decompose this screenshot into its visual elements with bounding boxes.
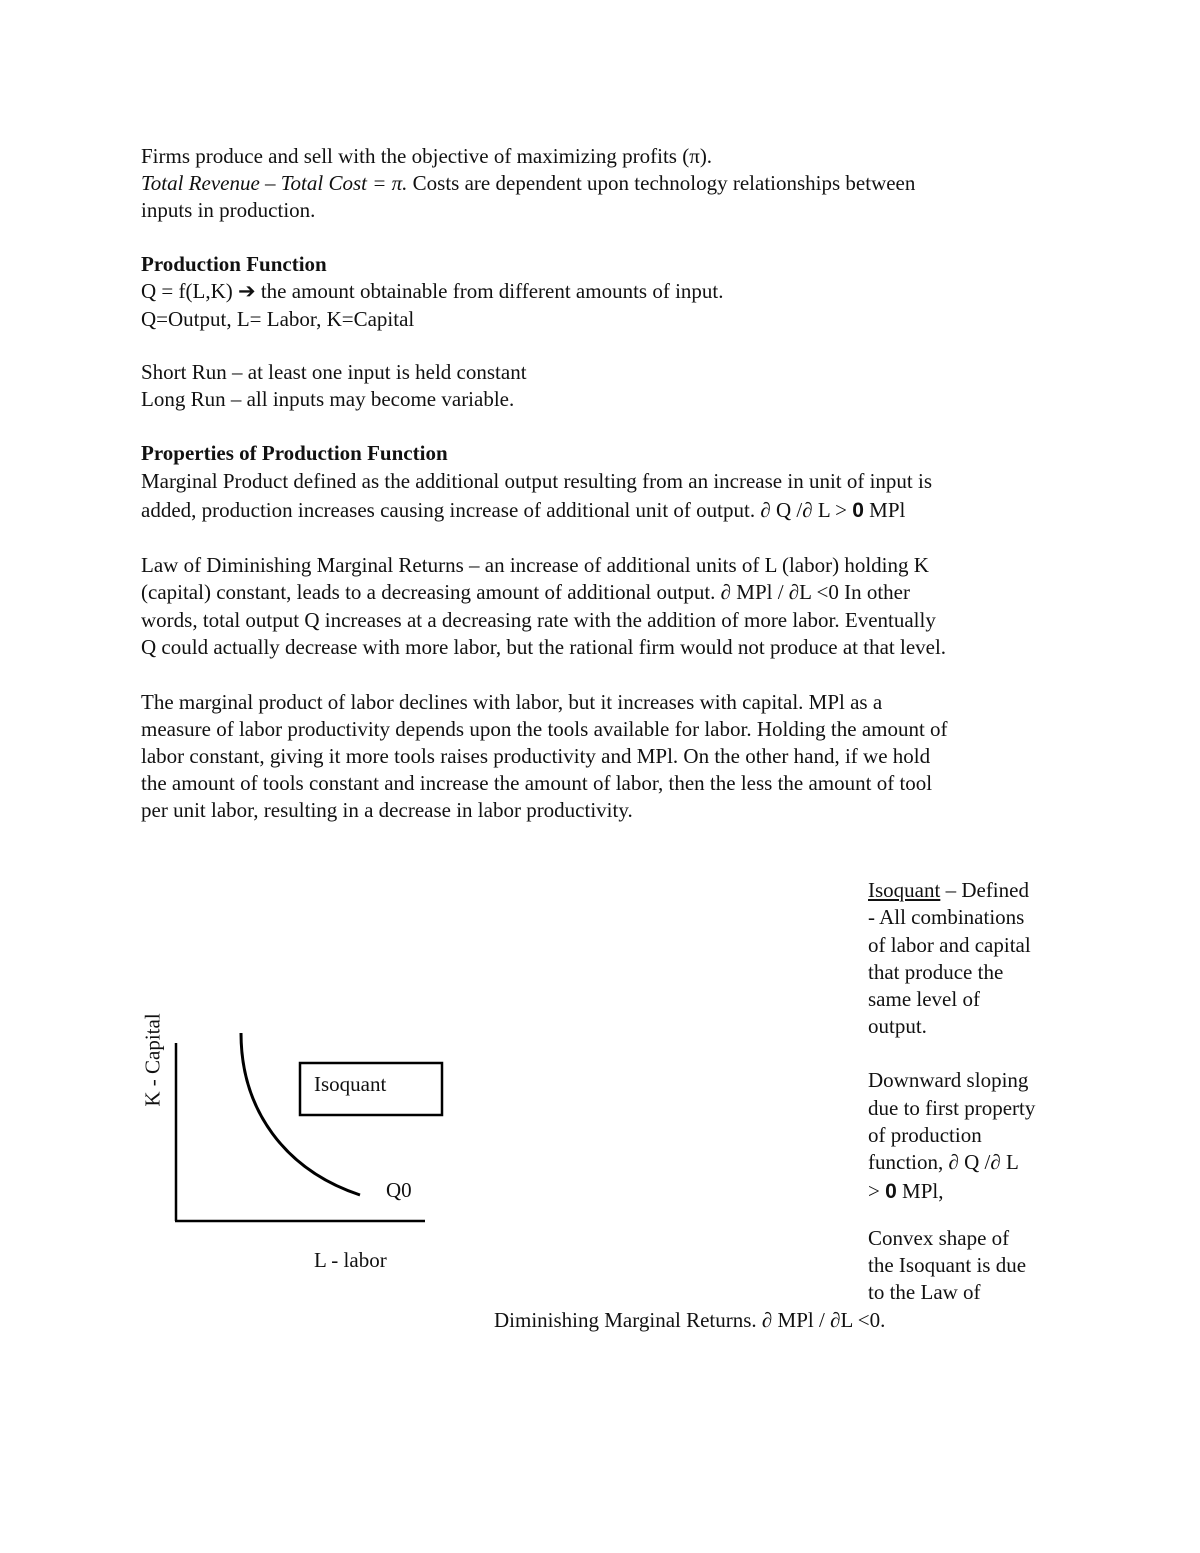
profit-equation: Total Revenue – Total Cost = π. bbox=[141, 171, 408, 195]
mp-text: added, production increases causing increase of additional unit of output. ∂ Q /∂ L > bbox=[141, 498, 853, 522]
slope-mpl: MPl, bbox=[896, 1179, 944, 1203]
definition-line: - All combinations bbox=[868, 905, 1025, 929]
x-axis-label: L - labor bbox=[314, 1248, 387, 1272]
convex-line: Convex shape of bbox=[868, 1226, 1010, 1250]
intro-line-3: inputs in production. bbox=[141, 198, 316, 222]
pf-description: the amount obtainable from different amounts of input. bbox=[255, 279, 724, 303]
curve-label: Q0 bbox=[386, 1178, 412, 1202]
slope-gt: > bbox=[868, 1179, 886, 1203]
slope-line: due to first property bbox=[868, 1096, 1036, 1120]
law-line: Q could actually decrease with more labor, but the rational firm would not produce at that level. bbox=[141, 635, 947, 659]
properties-heading: Properties of Production Function bbox=[141, 441, 448, 465]
pf-equation: Q = f(L,K) bbox=[141, 279, 238, 303]
slope-line-last bbox=[868, 1178, 943, 1205]
mp-label: MPl bbox=[863, 498, 906, 522]
law-line: (capital) constant, leads to a decreasing amount of additional output. ∂ MPl / ∂L <0 In other bbox=[141, 580, 910, 604]
isoquant-term: Isoquant bbox=[868, 878, 941, 902]
production-function-heading: Production Function bbox=[141, 252, 327, 276]
marginal-product-line-1: Marginal Product defined as the additional output resulting from an increase in unit of input is bbox=[141, 469, 933, 493]
definition-label: – Defined bbox=[940, 878, 1029, 902]
law-line: Law of Diminishing Marginal Returns – an increase of additional units of L (labor) holding K bbox=[141, 553, 929, 577]
isoquant-box-label: Isoquant bbox=[314, 1072, 387, 1096]
slope-line: Downward sloping bbox=[868, 1068, 1029, 1092]
convex-line: to the Law of bbox=[868, 1280, 981, 1304]
intro-line-2-rest: Costs are dependent upon technology relationships between bbox=[407, 171, 916, 195]
definition-line: output. bbox=[868, 1014, 927, 1038]
marginal-paragraph-line: per unit labor, resulting in a decrease in labor productivity. bbox=[141, 798, 633, 822]
long-run-line: Long Run – all inputs may become variable. bbox=[141, 387, 515, 411]
slope-zero: 0 bbox=[885, 1180, 897, 1203]
production-function-line-2: Q=Output, L= Labor, K=Capital bbox=[141, 307, 415, 331]
slope-line: of production bbox=[868, 1123, 982, 1147]
convex-line: the Isoquant is due bbox=[868, 1253, 1027, 1277]
isoquant-definition-title bbox=[868, 877, 1029, 904]
marginal-paragraph-line: measure of labor productivity depends upon the tools available for labor. Holding the amount of bbox=[141, 717, 948, 741]
arrow-icon: ➔ bbox=[237, 279, 256, 303]
marginal-paragraph-line: The marginal product of labor declines with labor, but it increases with capital. MPl as a bbox=[141, 690, 883, 714]
definition-line: of labor and capital bbox=[868, 933, 1031, 957]
footer-line: Diminishing Marginal Returns. ∂ MPl / ∂L <0. bbox=[494, 1308, 886, 1332]
slope-line: function, ∂ Q /∂ L bbox=[868, 1150, 1019, 1174]
short-run-line: Short Run – at least one input is held constant bbox=[141, 360, 527, 384]
definition-line: same level of bbox=[868, 987, 980, 1011]
intro-line-1: Firms produce and sell with the objective of maximizing profits (π). bbox=[141, 144, 713, 168]
definition-line: that produce the bbox=[868, 960, 1004, 984]
mp-zero: 0 bbox=[852, 499, 864, 522]
marginal-paragraph-line: the amount of tools constant and increase the amount of labor, then the less the amount of tool bbox=[141, 771, 933, 795]
y-axis-label: K - Capital bbox=[140, 1013, 165, 1107]
marginal-paragraph-line: labor constant, giving it more tools raises productivity and MPl. On the other hand, if we hold bbox=[141, 744, 931, 768]
law-line: words, total output Q increases at a decreasing rate with the addition of more labor. Eventually bbox=[141, 608, 936, 632]
